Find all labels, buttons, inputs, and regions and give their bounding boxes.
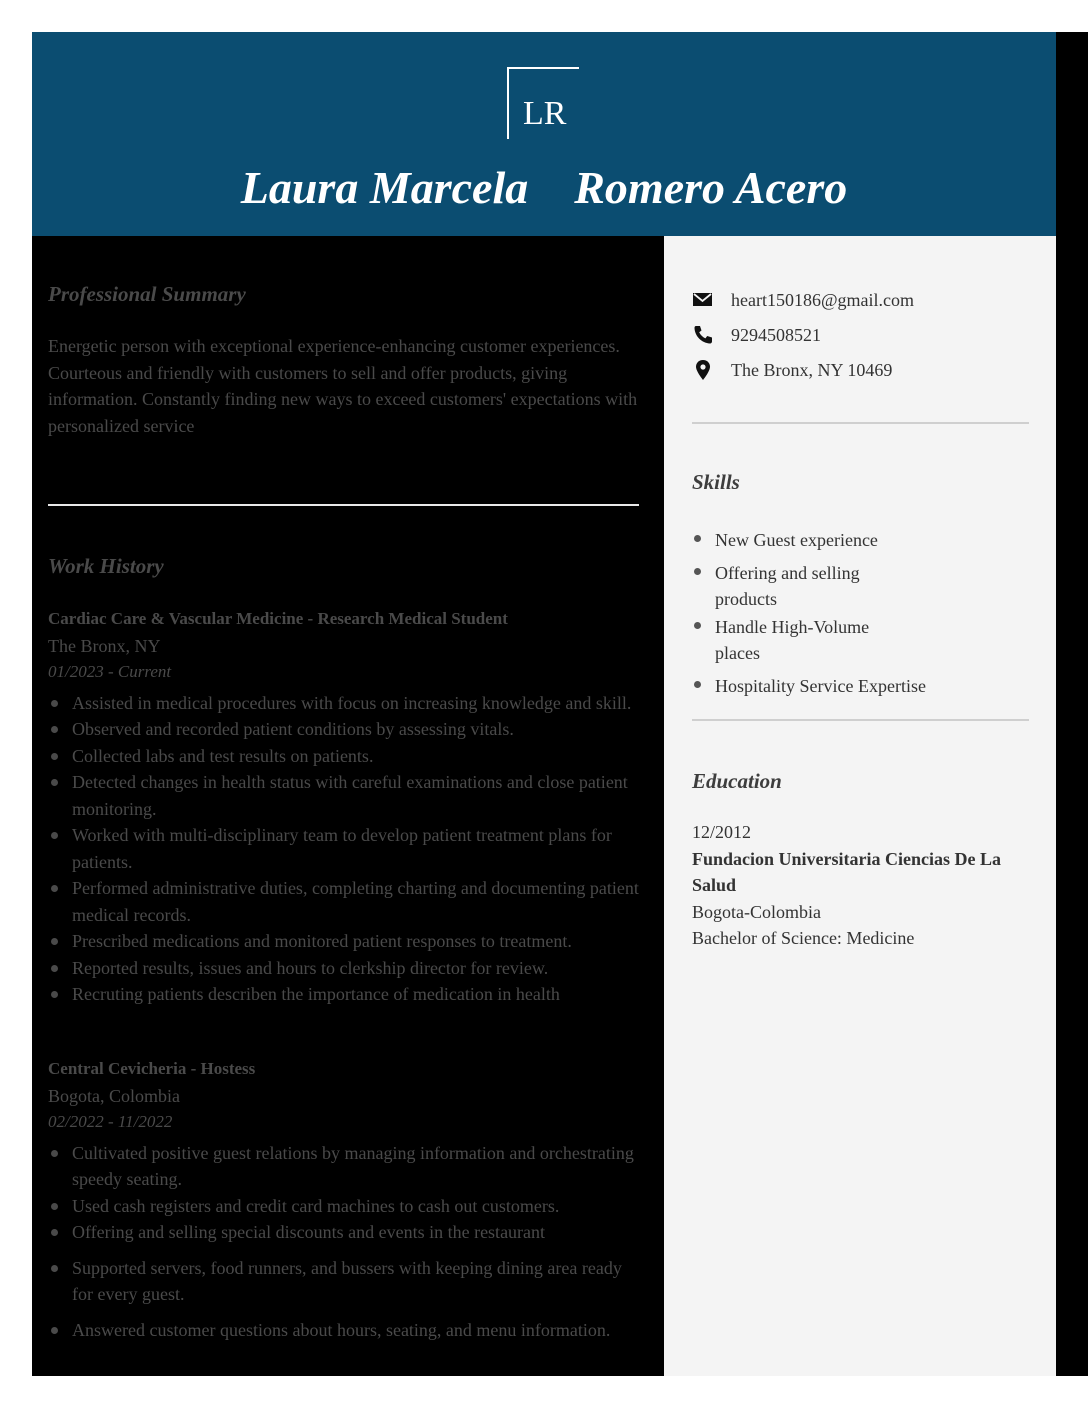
skill-text: Handle High-Volume places: [715, 616, 870, 663]
last-name: Romero Acero: [574, 162, 848, 213]
job-bullet: [48, 955, 643, 982]
bullet-dot-icon: [51, 1150, 58, 1157]
job-bullet: [48, 875, 643, 928]
work-history-heading: Work History: [48, 554, 164, 578]
education-school: Fundacion Universitaria Ciencias De La Salud: [692, 848, 1001, 895]
job-bullet: [48, 716, 643, 743]
job-bullet: [48, 928, 643, 955]
sidebar: [664, 236, 1056, 1376]
job-dates: 01/2023 - Current: [48, 662, 172, 681]
job-bullet: [48, 981, 643, 1008]
job-title: Central Cevicheria - Hostess: [48, 1059, 256, 1078]
job-bullet: [48, 1219, 643, 1246]
bullet-text: Reported results, issues and hours to clerkship director for review.: [72, 957, 549, 978]
bullet-text: Offering and selling special discounts and events in the restaurant: [72, 1222, 546, 1242]
bullet-dot-icon: [51, 832, 58, 839]
bullet-text: Supported servers, food runners, and bussers with keeping dining area ready for every guest.: [72, 1257, 622, 1304]
job-bullets: [48, 1140, 643, 1344]
bullet-dot-icon: [51, 1265, 58, 1272]
skill-text: Offering and selling products: [715, 562, 860, 609]
job-bullets: [48, 690, 643, 1008]
sidebar-divider: [692, 719, 1029, 721]
job-bullet: [48, 769, 643, 822]
education-degree: Bachelor of Science: Medicine: [692, 928, 915, 948]
phone-text: 9294508521: [731, 324, 821, 345]
skill-text: New Guest experience: [715, 530, 878, 550]
candidate-name: [32, 162, 1056, 214]
job-bullet: [48, 822, 643, 875]
monogram: [507, 67, 579, 139]
bullet-dot-icon: [51, 965, 58, 972]
contact-email: [692, 287, 915, 313]
contact-address: [692, 357, 893, 383]
skills-list: [692, 527, 992, 705]
bullet-dot-icon: [694, 622, 701, 629]
education-date: 12/2012: [692, 822, 752, 842]
bullet-text: Performed administrative duties, completing charting and documenting patient medical records.: [72, 878, 639, 925]
job-bullet: [48, 1317, 643, 1344]
address-text: The Bronx, NY 10469: [731, 359, 893, 380]
bullet-text: Observed and recorded patient conditions by assessing vitals.: [72, 719, 514, 739]
education-entry: [692, 819, 1037, 952]
bullet-dot-icon: [51, 885, 58, 892]
bullet-dot-icon: [51, 726, 58, 733]
skill-item: [692, 560, 885, 613]
phone-icon: [692, 324, 714, 346]
bullet-dot-icon: [51, 1327, 58, 1334]
bullet-dot-icon: [51, 753, 58, 760]
job-entry: [48, 606, 643, 1008]
bullet-dot-icon: [51, 700, 58, 707]
education-heading: Education: [692, 769, 782, 793]
job-location: Bogota, Colombia: [48, 1085, 180, 1106]
job-dates: 02/2022 - 11/2022: [48, 1112, 173, 1131]
skill-text: Hospitality Service Expertise: [715, 675, 926, 696]
bullet-text: Detected changes in health status with careful examinations and close patient monitoring.: [72, 772, 628, 819]
skill-item: [692, 673, 992, 700]
email-text: heart150186@gmail.com: [731, 289, 915, 310]
job-bullet: [48, 743, 643, 770]
job-bullet: [48, 1255, 643, 1308]
header-banner: [32, 32, 1056, 236]
contact-phone: [692, 322, 821, 348]
bullet-dot-icon: [51, 779, 58, 786]
sidebar-divider: [692, 422, 1029, 424]
skill-item: [692, 614, 895, 667]
job-title: Cardiac Care & Vascular Medicine - Research Medical Student: [48, 609, 508, 628]
summary-text: Energetic person with exceptional experience-enhancing customer experiences. Courteous and friendly with customers to sell and offer products, giving information. Constantly finding new ways to exceed customers' expectations with personalized service: [48, 336, 638, 436]
summary-heading: Professional Summary: [48, 282, 246, 306]
resume-page: [32, 32, 1088, 1376]
first-name: Laura Marcela: [240, 162, 529, 213]
bullet-dot-icon: [51, 991, 58, 998]
bullet-text: Prescribed medications and monitored patient responses to treatment.: [72, 931, 572, 951]
job-entry: [48, 1056, 643, 1343]
bullet-text: Collected labs and test results on patients.: [72, 745, 374, 766]
bullet-text: Recruting patients describen the importance of medication in health: [72, 984, 560, 1004]
skill-item: [692, 527, 992, 554]
bullet-text: Answered customer questions about hours, seating, and menu information.: [72, 1319, 611, 1340]
bullet-text: Assisted in medical procedures with focus on increasing knowledge and skill.: [72, 692, 632, 713]
bullet-text: Used cash registers and credit card machines to cash out customers.: [72, 1195, 560, 1216]
job-bullet: [48, 690, 643, 717]
bullet-dot-icon: [51, 938, 58, 945]
job-bullet: [48, 1140, 643, 1193]
bullet-dot-icon: [694, 535, 701, 542]
skills-heading: Skills: [692, 470, 740, 494]
bullet-text: Worked with multi-disciplinary team to develop patient treatment plans for patients.: [72, 825, 612, 872]
location-pin-icon: [692, 359, 714, 381]
job-location: The Bronx, NY: [48, 635, 161, 656]
bullet-dot-icon: [694, 568, 701, 575]
job-bullet: [48, 1193, 643, 1220]
education-location: Bogota-Colombia: [692, 901, 821, 922]
section-divider: [48, 504, 639, 506]
bullet-dot-icon: [51, 1229, 58, 1236]
bullet-dot-icon: [51, 1203, 58, 1210]
right-edge-strip: [1056, 32, 1088, 1376]
bullet-text: Cultivated positive guest relations by managing information and orchestrating speedy seating.: [72, 1142, 634, 1189]
bullet-dot-icon: [694, 681, 701, 688]
initials: LR: [523, 95, 567, 132]
envelope-icon: [692, 289, 714, 311]
